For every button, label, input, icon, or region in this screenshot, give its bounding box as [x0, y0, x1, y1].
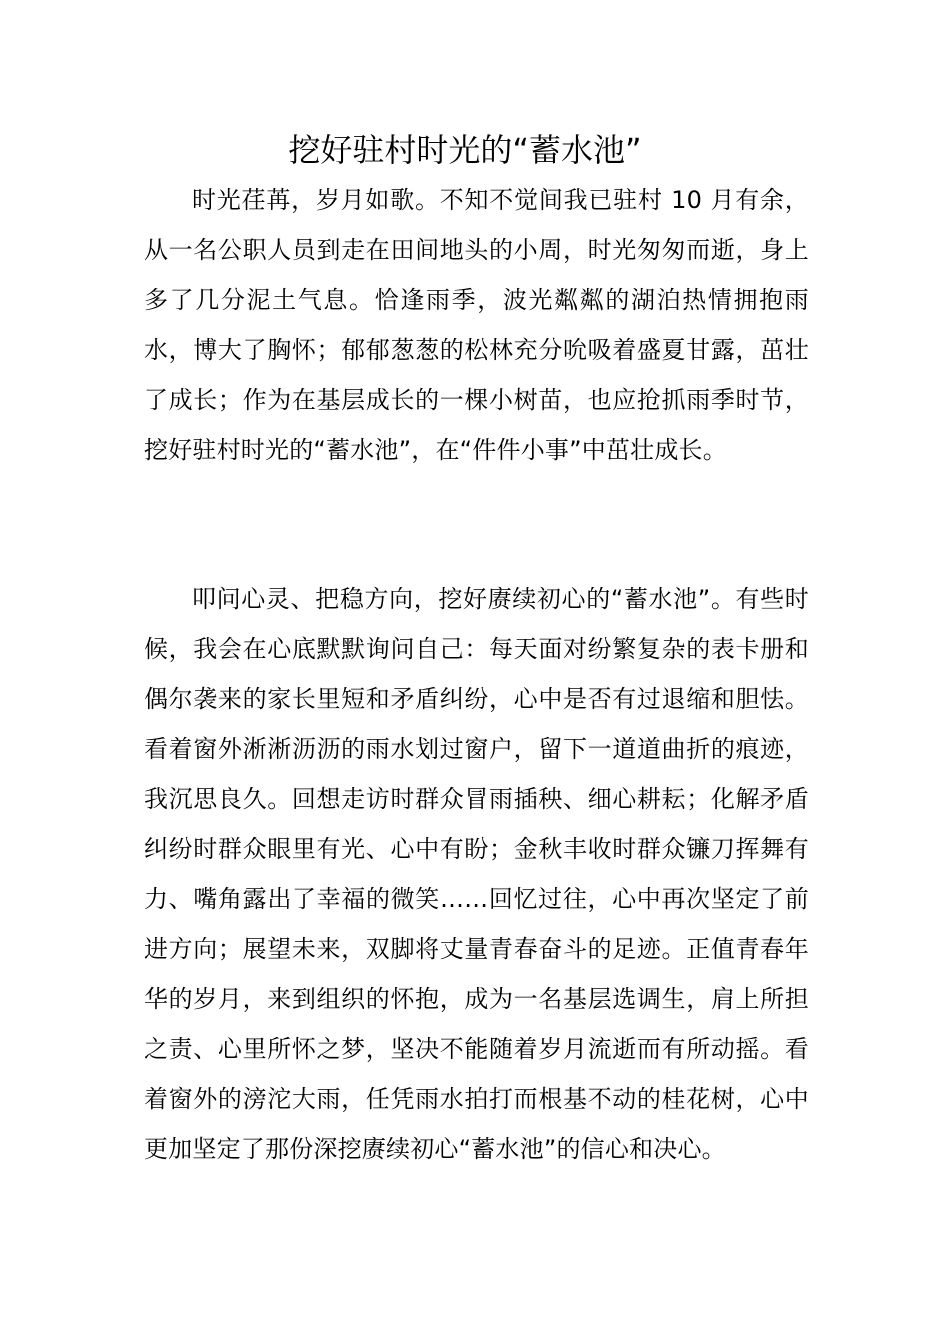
document-title: 挖好驻村时光的“蓄水池” [288, 131, 642, 169]
paragraph-1: 时光荏苒，岁月如歌。不知不觉间我已驻村 10 月有余，从一名公职人员到走在田间地头的小周，时光匆匆而逝，身上多了几分泥土气息。恰逢雨季，波光粼粼的湖泊热情拥抱雨水，博大了胸怀；郁郁葱葱的松林充分吮吸着盛夏甘露，茁壮了成长；作为在基层成长的一棵小树苗，也应抢抓雨季时节，挖好驻村时光的“蓄水池”，在“件件小事”中茁壮成长。 [144, 186, 809, 464]
paragraph-2: 叩问心灵、把稳方向，挖好赓续初心的“蓄水池”。有些时候，我会在心底默默询问自己：每天面对纷繁复杂的表卡册和偶尔袭来的家长里短和矛盾纠纷，心中是否有过退缩和胆怯。看着窗外淅淅沥沥的雨水划过窗户，留下一道道曲折的痕迹，我沉思良久。回想走访时群众冒雨插秧、细心耕耘；化解矛盾纠纷时群众眼里有光、心中有盼；金秋丰收时群众镰刀挥舞有力、嘴角露出了幸福的微笑……回忆过往，心中再次坚定了前进方向；展望未来，双脚将丈量青春奋斗的足迹。正值青春年华的岁月，来到组织的怀抱，成为一名基层选调生，肩上所担之责、心里所怀之梦，坚决不能随着岁月流逝而有所动摇。看着窗外的滂沱大雨，任凭雨水拍打而根基不动的桂花树，心中更加坚定了那份深挖赓续初心“蓄水池”的信心和决心。 [144, 585, 809, 1163]
